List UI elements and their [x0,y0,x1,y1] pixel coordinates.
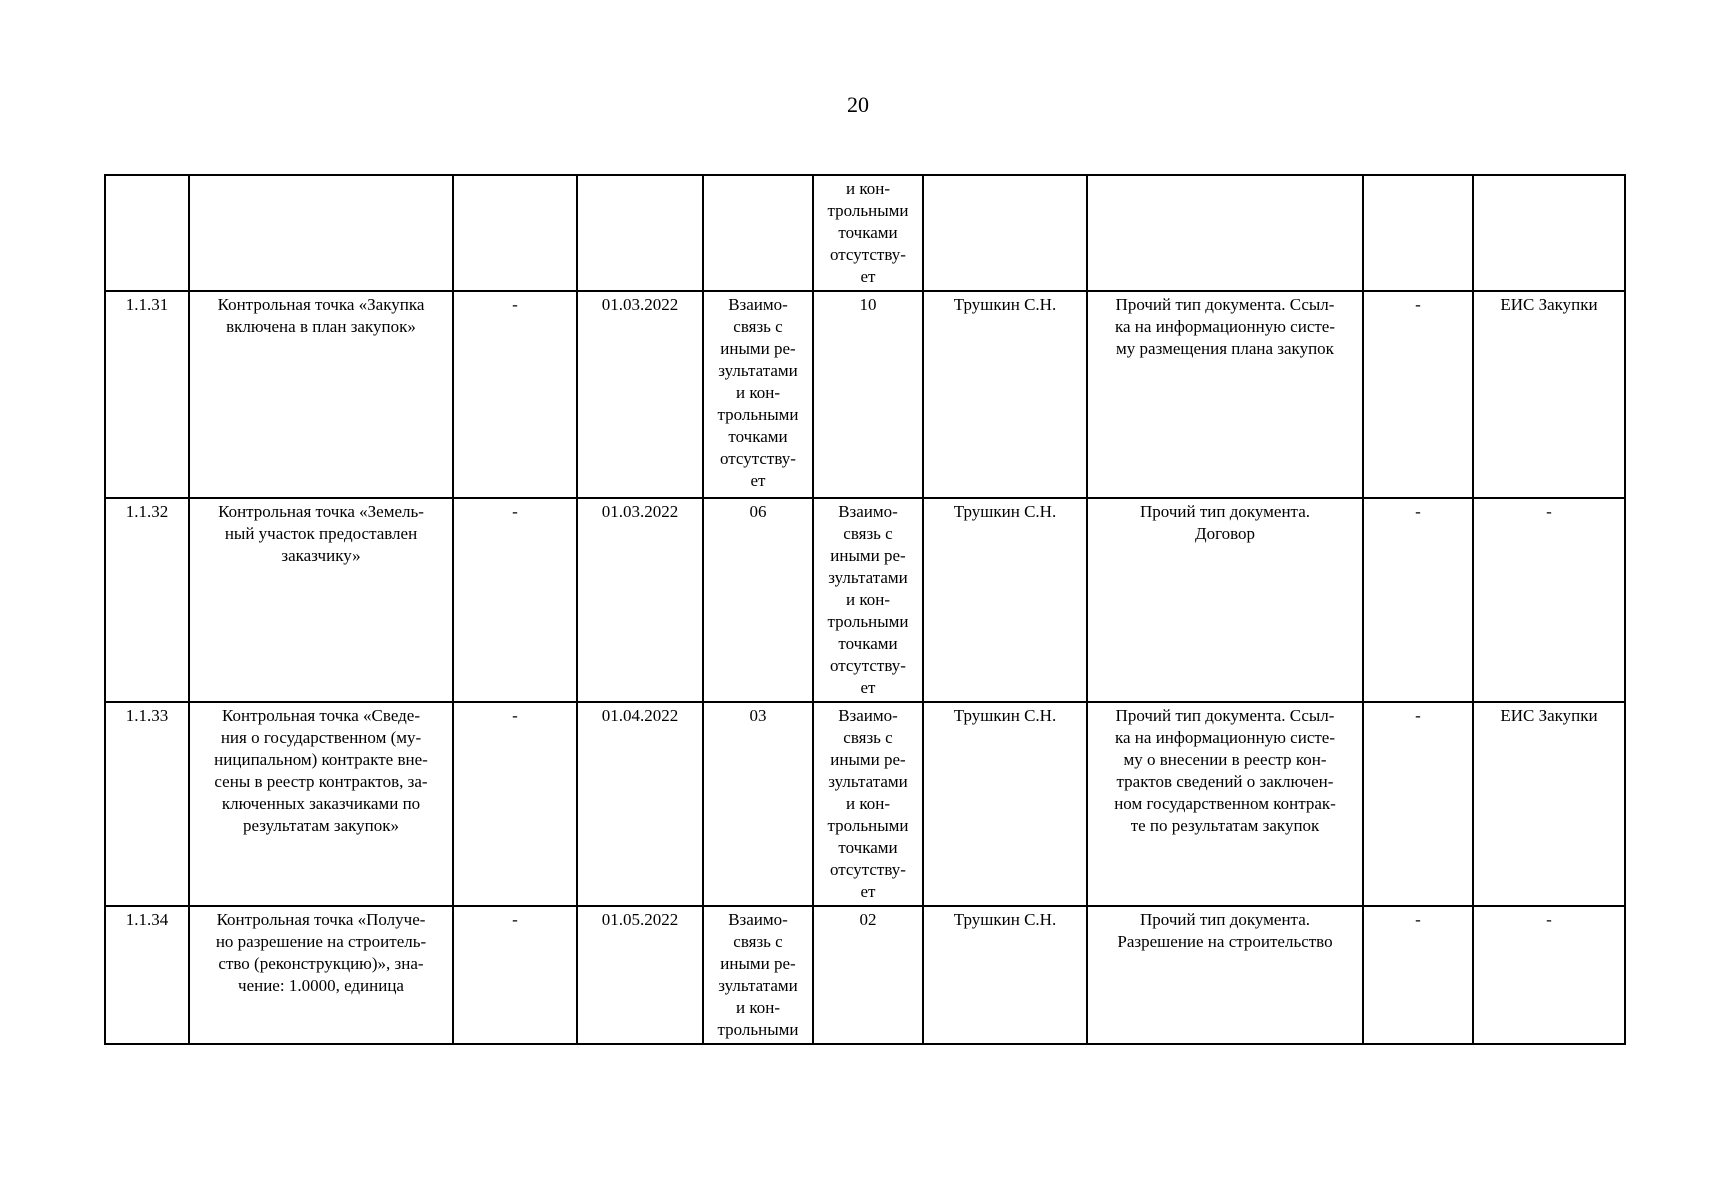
cell-name [189,702,453,906]
cell-line: и кон- [735,383,780,402]
cell-line: трольными [827,816,909,835]
cell-c9: - [1363,291,1473,498]
page-number: 20 [847,92,869,117]
cell-line: трольными [827,201,909,220]
cell-line: ка на информационную систе- [1115,317,1335,336]
cell-name [189,175,453,291]
cell-num: 1.1.33 [105,702,189,906]
cell-line: отсутству- [830,860,906,879]
cell-c9: - [1363,498,1473,702]
cell-c6 [813,291,923,498]
cell-c5 [703,906,813,1044]
cell-links [813,175,923,291]
cell-line: ниципальном) контракте вне- [214,750,428,769]
cell-line: Разрешение на строительство [1117,932,1333,951]
cell-line: связь с [733,932,783,951]
cell-name [189,498,453,702]
cell-line: зультатами [828,772,908,791]
cell-line: ный участок предоставлен [224,524,418,543]
cell-c6 [813,702,923,906]
control-points-table [104,174,1626,1045]
cell-line: ном государственном контрак- [1114,794,1336,813]
cell-line: отсутству- [720,449,796,468]
cell-line: Прочий тип документа. Ссыл- [1115,295,1335,314]
cell-c9 [1363,175,1473,291]
cell-line: 03 [749,706,767,725]
cell-c5 [703,702,813,906]
cell-line: точками [838,223,898,242]
cell-line: трольными [717,405,799,424]
cell-line: и кон- [845,179,890,198]
cell-c10 [1473,175,1625,291]
cell-line: зультатами [718,976,798,995]
cell-line: точками [728,427,788,446]
cell-line: и кон- [735,998,780,1017]
cell-line: трольными [717,1020,799,1039]
cell-line: точками [838,634,898,653]
cell-responsible: Трушкин С.Н. [923,291,1087,498]
cell-doc [1087,498,1363,702]
cell-line: ния о государственном (му- [220,728,422,747]
cell-line: зультатами [718,361,798,380]
cell-line: ет [860,882,876,901]
cell-c3: - [453,291,577,498]
cell-date: 01.04.2022 [577,702,703,906]
cell-line: Прочий тип документа. [1140,910,1310,929]
cell-line: сены в реестр контрактов, за- [214,772,428,791]
cell-line: трольными [827,612,909,631]
table-row [105,906,1625,1044]
cell-line: му размещения плана закупок [1116,339,1334,358]
cell-line: включена в план закупок» [226,317,416,336]
cell-line: ство (реконструкцию)», зна- [218,954,424,973]
cell-line: 06 [749,502,767,521]
cell-line: Договор [1194,524,1256,543]
cell-line: иными ре- [830,750,906,769]
cell-line: Контрольная точка «Получе- [216,910,426,929]
cell-line: ключенных заказчиками по [221,794,421,813]
table-body [105,175,1625,1044]
table-row [105,498,1625,702]
cell-line: связь с [843,524,893,543]
cell-line: и кон- [845,794,890,813]
cell-c5 [703,498,813,702]
cell-line: ет [750,471,766,490]
cell-responsible: Трушкин С.Н. [923,906,1087,1044]
cell-c6 [813,906,923,1044]
cell-line: Взаимо- [838,502,898,521]
cell-line: иными ре- [720,339,796,358]
cell-line: Прочий тип документа. [1140,502,1310,521]
cell-line: заказчику» [281,546,361,565]
table-row [105,291,1625,498]
cell-doc [1087,702,1363,906]
cell-line: иными ре- [830,546,906,565]
cell-line: Контрольная точка «Закупка [217,295,425,314]
cell-c5 [703,291,813,498]
cell-num: 1.1.32 [105,498,189,702]
cell-responsible: Трушкин С.Н. [923,702,1087,906]
cell-line: Взаимо- [838,706,898,725]
cell-c10: - [1473,498,1625,702]
cell-line: но разрешение на строитель- [215,932,427,951]
cell-line: трактов сведений о заключен- [1116,772,1334,791]
cell-line: Взаимо- [728,295,788,314]
cell-line: Прочий тип документа. Ссыл- [1115,706,1335,725]
cell-name [189,906,453,1044]
cell-name [189,291,453,498]
cell-line: Контрольная точка «Сведе- [221,706,420,725]
cell-line: результатам закупок» [242,816,400,835]
cell-doc [1087,291,1363,498]
cell-responsible: Трушкин С.Н. [923,498,1087,702]
cell-c3: - [453,906,577,1044]
table-row [105,702,1625,906]
cell-line: отсутству- [830,245,906,264]
cell-date: 01.05.2022 [577,906,703,1044]
cell-doc [1087,906,1363,1044]
cell-line: те по результатам закупок [1130,816,1320,835]
cell-c9: - [1363,906,1473,1044]
cell-line: ка на информационную систе- [1115,728,1335,747]
cell-line: 10 [859,295,877,314]
cell-line: связь с [843,728,893,747]
cell-line: зультатами [828,568,908,587]
cell-c10: ЕИС Закупки [1473,291,1625,498]
cell-line: иными ре- [720,954,796,973]
cell-line: ет [860,678,876,697]
cell-line: 02 [859,910,877,929]
cell-c3 [453,175,577,291]
cell-c3: - [453,702,577,906]
cell-c9: - [1363,702,1473,906]
cell-responsible [923,175,1087,291]
cell-date [577,175,703,291]
cell-line: и кон- [845,590,890,609]
cell-line: чение: 1.0000, единица [238,976,404,995]
cell-line: отсутству- [830,656,906,675]
cell-c3: - [453,498,577,702]
cell-date: 01.03.2022 [577,498,703,702]
cell-num: 1.1.31 [105,291,189,498]
cell-num [105,175,189,291]
cell-doc [1087,175,1363,291]
cell-num: 1.1.34 [105,906,189,1044]
cell-c6 [813,498,923,702]
cell-line: му о внесении в реестр кон- [1123,750,1327,769]
cell-c10: ЕИС Закупки [1473,702,1625,906]
cell-c5 [703,175,813,291]
table-row-continuation [105,175,1625,291]
cell-line: Контрольная точка «Земель- [218,502,424,521]
cell-c10: - [1473,906,1625,1044]
cell-date: 01.03.2022 [577,291,703,498]
cell-line: точками [838,838,898,857]
cell-line: Взаимо- [728,910,788,929]
cell-line: ет [860,267,876,286]
cell-line: связь с [733,317,783,336]
